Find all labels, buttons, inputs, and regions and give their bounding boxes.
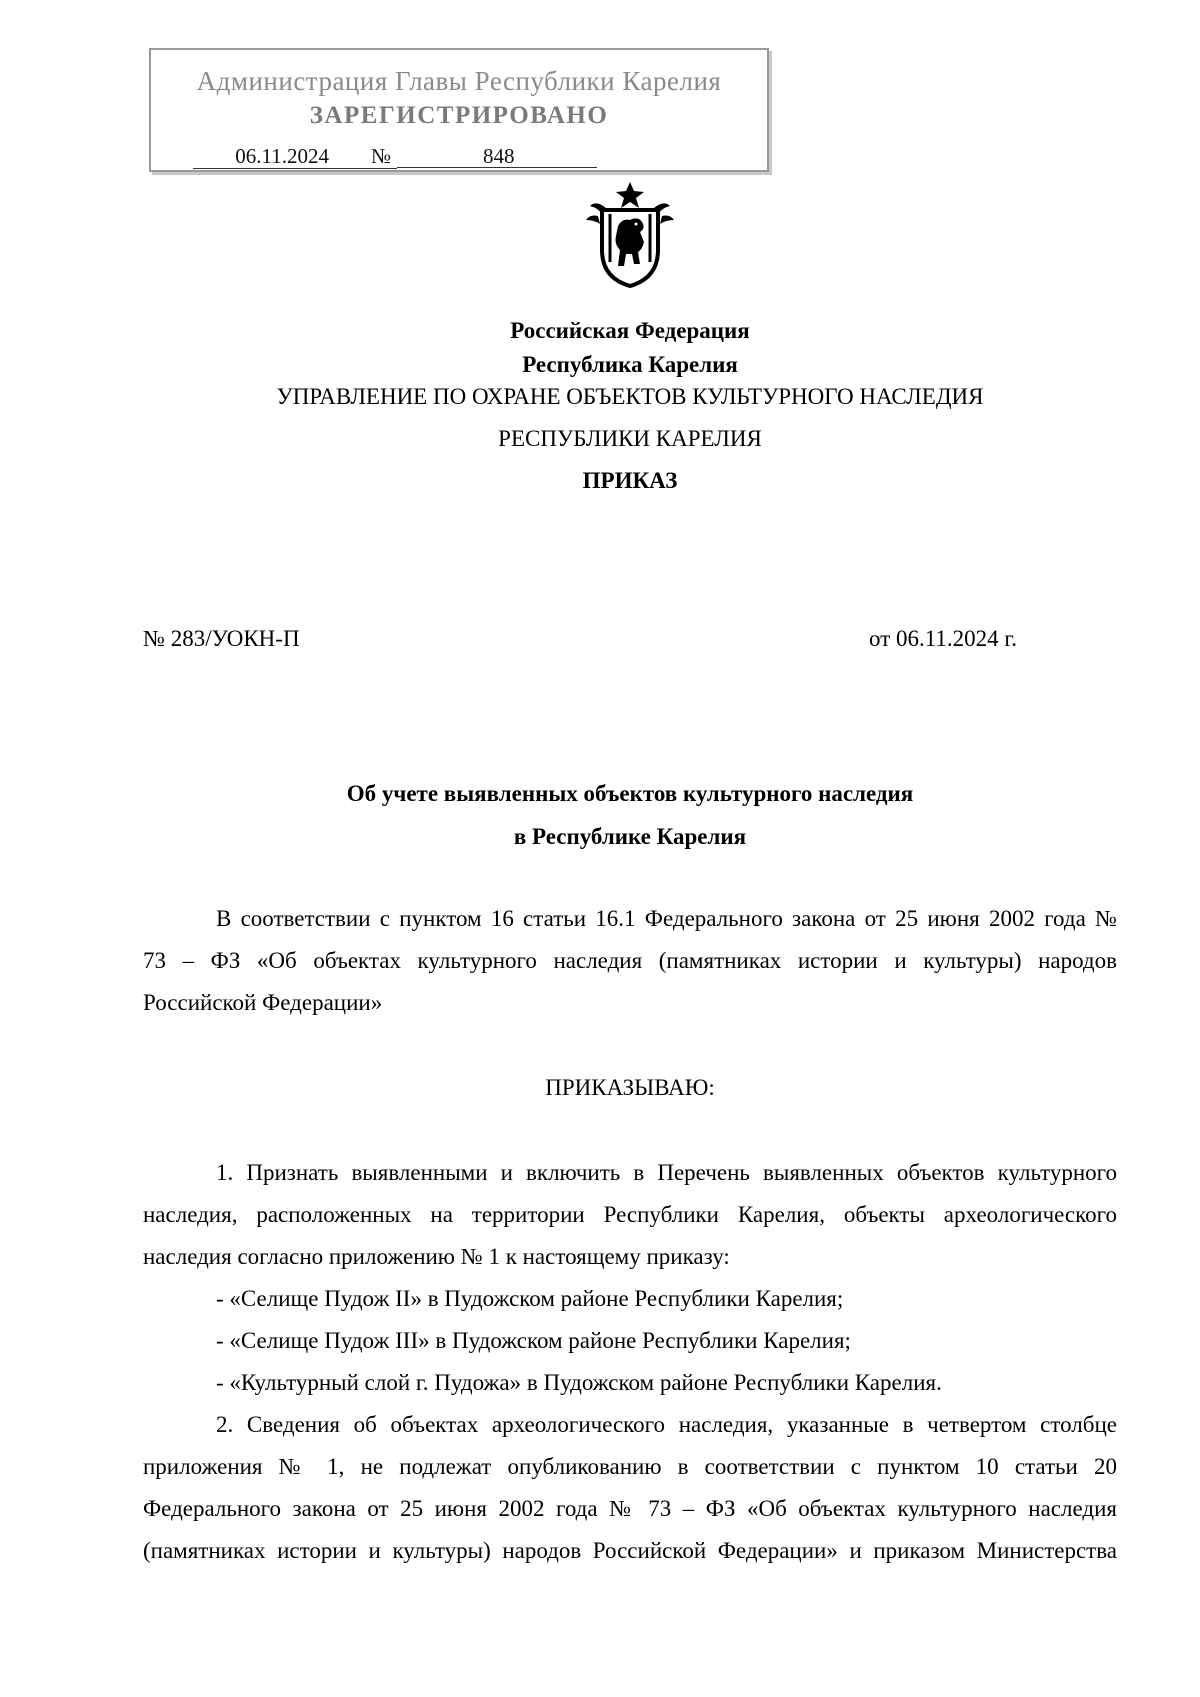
order-word: ПРИКАЗЫВАЮ: [545,1075,715,1100]
list-item: - «Селище Пудож II» в Пудожском районе Республики Карелия; [216,1286,844,1311]
agency-name-line2: РЕСПУБЛИКИ КАРЕЛИЯ [498,426,762,451]
karelia-coat-of-arms-icon [584,180,676,290]
country-heading: Российская Федерация [510,318,750,343]
preamble-line: В соответствии с пунктом 16 статьи 16.1 Федерального закона от 25 июня 2002 года № [216,906,1117,931]
registration-stamp [149,48,769,172]
list-item: - «Культурный слой г. Пудожа» в Пудожском районе Республики Карелия. [216,1370,942,1395]
stamp-date: 06.11.2024 [193,144,329,169]
agency-name-line1: УПРАВЛЕНИЕ ПО ОХРАНЕ ОБЪЕКТОВ КУЛЬТУРНОГО НАСЛЕДИЯ [276,384,984,409]
stamp-number: 848 [397,144,597,168]
list-item: - «Селище Пудож III» в Пудожском районе Республики Карелия; [216,1328,851,1353]
item2-line: приложения № 1, не подлежат опубликованию в соответствии с пунктом 10 статьи 20 [143,1454,1117,1479]
subject-line2: в Республике Карелия [513,824,747,849]
order-date: от 06.11.2024 г. [869,626,1017,651]
stamp-administration-label: Администрация Главы Республики Карелия [196,66,722,96]
item2-line: Федерального закона от 25 июня 2002 года № 73 – ФЗ «Об объектах культурного наследия [143,1496,1117,1521]
subject-line1: Об учете выявленных объектов культурного наследия [346,781,914,806]
stamp-underline [329,144,371,169]
order-number: № 283/УОКН-П [143,626,300,651]
republic-heading: Республика Карелия [522,352,738,377]
item1-line: 1. Признать выявленными и включить в Перечень выявленных объектов культурного [216,1160,1117,1185]
item2-line: 2. Сведения об объектах археологического наследия, указанные в четвертом столбце [216,1412,1117,1437]
stamp-number-sign: № [371,144,397,169]
document-type-heading: ПРИКАЗ [582,468,678,493]
item2-line: (памятниках истории и культуры) народов Российской Федерации» и приказом Министерства [143,1538,1117,1563]
item1-line: наследия, расположенных на территории Республики Карелия, объекты археологического [143,1202,1117,1227]
preamble-line: 73 – ФЗ «Об объектах культурного наследия (памятниках истории и культуры) народов [143,948,1117,973]
preamble-line: Российской Федерации» [143,990,383,1015]
item1-line: наследия согласно приложению № 1 к настоящему приказу: [143,1244,730,1269]
stamp-registered-label: ЗАРЕГИСТРИРОВАНО [309,102,609,129]
